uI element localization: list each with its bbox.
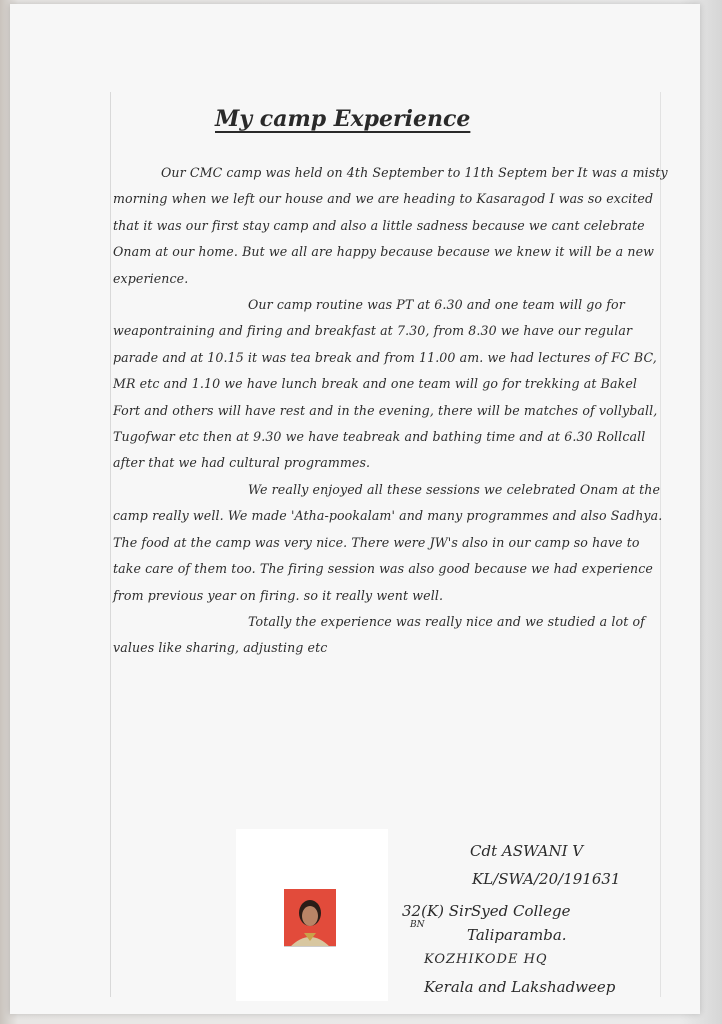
registration-number: KL/SWA/20/191631 bbox=[472, 870, 621, 888]
battalion-label: BN bbox=[410, 920, 425, 930]
cadet-name: Cdt ASWANI V bbox=[470, 842, 584, 860]
paragraph-routine: Our camp routine was PT at 6.30 and one team will go for weapontraining and firing and breakfast at 7.30, from 8.30 we have our regular parade and at 10.15 it was tea break and from 11.00 am. we had lectures of FC BC, MR etc and 1.10 we have lunch break and one team will go for trekking at Bakel Fort and others will have rest and in the evening, there will be matches of vollyball, Tugofwar etc then at 9.30 we have teabreak and bathing time and at 6.30 Rollcall after that we had cultural programmes. bbox=[113, 297, 658, 471]
directorate: Kerala and Lakshadweep bbox=[424, 978, 616, 996]
page-title: My camp Experience bbox=[215, 106, 471, 132]
group-hq: KOZHIKODE HQ bbox=[424, 952, 548, 967]
college-place: Taliparamba. bbox=[467, 926, 567, 944]
paragraph-intro: Our CMC camp was held on 4th September to 11th Septem ber It was a misty morning when we left our house and we are heading to Kasaragod I was so excited that it was our first stay camp and also a little sadness because we cant celebrate Onam at our home. But we all are happy because because we knew it will be a new experience. bbox=[113, 165, 668, 286]
essay-body bbox=[113, 160, 668, 662]
photo-caption-strip bbox=[284, 946, 336, 957]
left-margin-rule bbox=[110, 92, 111, 997]
cadet-photo bbox=[284, 889, 336, 957]
photo-frame bbox=[236, 829, 388, 1001]
unit-name: 32(K) SirSyed College bbox=[402, 902, 571, 920]
handwritten-page bbox=[10, 4, 700, 1014]
paragraph-sessions: We really enjoyed all these sessions we celebrated Onam at the camp really well. We made 'Atha-pookalam' and many programmes and also Sadhya. The food at the camp was very nice. There were JW's also in our camp so have to take care of them too. The firing session was also good because we had experience from previous year on firing. so it really went well. bbox=[113, 481, 663, 603]
paragraph-conclusion: Totally the experience was really nice and we studied a lot of values like sharing, adjusting etc bbox=[113, 613, 645, 656]
